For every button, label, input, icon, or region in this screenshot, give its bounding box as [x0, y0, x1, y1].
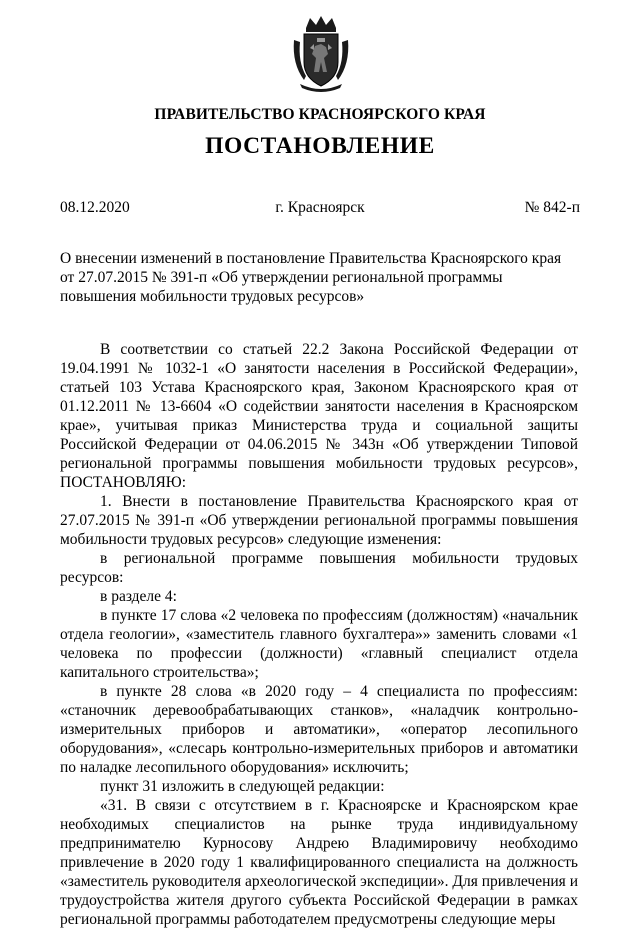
body-paragraph: в региональной программе повышения мобильности трудовых ресурсов: — [60, 550, 578, 586]
body-paragraph: «31. В связи с отсутствием в г. Красноярске и Красноярском крае необходимых специалистов на рынке труда индивидуальному предпринимателю Курносову Андрею Владимировичу необходимо привлечение в 2020 году 1 квалифицированного специалиста на должность «заместитель руководителя археологической экспедиции». Для привлечения и трудоустройства жителя другого субъекта Российской Федерации в рамках региональной программы работодателем предусмотрены следующие меры — [60, 797, 578, 928]
document-date: 08.12.2020 — [60, 199, 130, 216]
body-paragraph: в пункте 28 слова «в 2020 году – 4 специалиста по профессиям: «станочник деревообрабатывающих станков», «наладчик контрольно-измерительных приборов и автоматики», «оператор лесопильного оборудования», «слесарь контрольно-измерительных приборов и автоматики по наладке лесопильного оборудования» исключить; — [60, 683, 578, 776]
document-meta-row — [60, 199, 580, 219]
body-paragraph: 1. Внести в постановление Правительства Красноярского края от 27.07.2015 № 391-п «Об утверждении региональной программы повышения мобильности трудовых ресурсов» следующие изменения: — [60, 493, 578, 548]
document-type: ПОСТАНОВЛЕНИЕ — [205, 133, 435, 159]
document-number: № 842-п — [524, 199, 580, 216]
coat-of-arms-icon — [290, 14, 352, 92]
document-body — [60, 340, 578, 929]
body-paragraph: В соответствии со статьей 22.2 Закона Российской Федерации от 19.04.1991 № 1032-1 «О занятости населения в Российской Федерации», статьей 103 Устава Красноярского края, Законом Красноярского края от 01.12.2011 № 13-6604 «О содействии занятости населения в Красноярском крае», учитывая приказ Министерства труда и социальной защиты Российской Федерации от 04.06.2015 № 343н «Об утверждении Типовой региональной программы повышения мобильности трудовых ресурсов», ПОСТАНОВЛЯЮ: — [60, 341, 578, 491]
body-paragraph: в разделе 4: — [100, 588, 177, 605]
document-subject: О внесении изменений в постановление Правительства Красноярского края от 27.07.2015 № 391-п «Об утверждении региональной программы повышения мобильности трудовых ресурсов» — [60, 250, 562, 305]
document-city: г. Красноярск — [275, 199, 365, 216]
body-paragraph: в пункте 17 слова «2 человека по профессиям (должностям) «начальник отдела геологии», «заместитель главного бухгалтера»» заменить словами «1 человека по профессии (должности) «главный специалист отдела капитального строительства»; — [60, 607, 578, 681]
authority-name: ПРАВИТЕЛЬСТВО КРАСНОЯРСКОГО КРАЯ — [154, 106, 486, 123]
body-paragraph: пункт 31 изложить в следующей редакции: — [100, 778, 385, 795]
